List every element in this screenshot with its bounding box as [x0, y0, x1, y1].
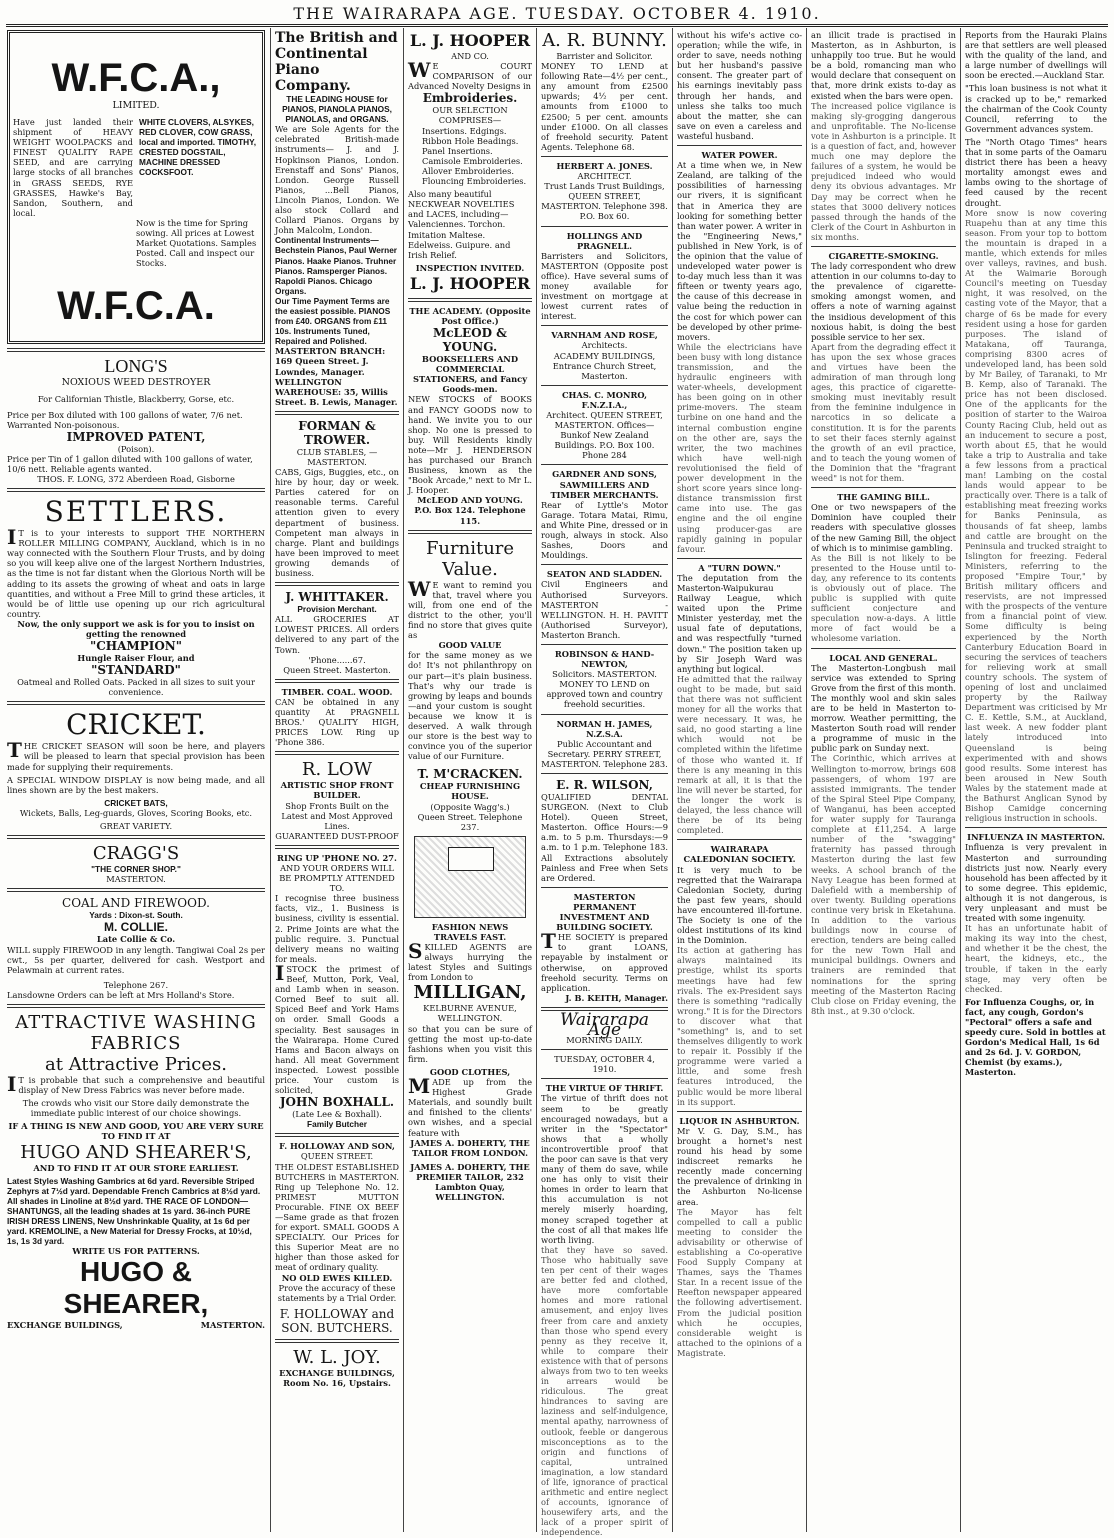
- furniture-good: GOOD VALUE: [438, 640, 502, 651]
- ring-stock: ISTOCK the primest of Beef, Mutton, Pork, Veal, and Lamb when in season. Corned Beef to suit all. Spiced Beef and York Hams on order. Small Goods a speciality. Best sausages in the Wairarapa. Home Cured Hams and Bacon always on hand. All meat Government inspected. Lowest possible price. Your custom is solicited,: [275, 960, 399, 1096]
- longs-for: For Californian Thistle, Blackberry, Gorse, etc.: [37, 394, 235, 405]
- whittaker-subtitle: Provision Merchant.: [297, 604, 377, 615]
- column-divider: [806, 28, 807, 1532]
- turn-down-body: The deputation from the Masterton-Waipukurau Railway League, which waited upon the Prime Minister yesterday, met the usual fate of deputations, and was respectfully "turned down." The position taken up by Sir Joseph Ward was anything but logical.: [677, 572, 802, 674]
- varnham-title: VARNHAM AND ROSE,: [551, 330, 658, 341]
- col7-body-2: "This loan business is not what it is cracked up to be," remarked the chairman of the Cook County Council, referring to the Government advances system.: [965, 83, 1107, 134]
- cricket-variety: GREAT VARIETY.: [99, 821, 173, 832]
- coal-orders: Lansdowne Orders can be left at Mrs Holland's Store.: [7, 989, 235, 1000]
- whittaker-phone: 'Phone......67.: [308, 654, 366, 665]
- wilson-title: E. R. WILSON,: [556, 778, 653, 792]
- fabrics-body: IT is probable that such a comprehensive and beautiful display of New Dress Fabrics was never before made.: [7, 1071, 265, 1096]
- academy: THE ACADEMY. (Opposite Post Office.): [409, 305, 531, 326]
- gaming-title: THE GAMING BILL.: [837, 492, 930, 503]
- longs-address: THOS. F. LONG, 372 Aberdeen Road, Gisborne: [37, 473, 235, 484]
- bunny-subtitle: Barrister and Solicitor.: [556, 51, 653, 61]
- holloway-ewes: NO OLD EWES KILLED.: [281, 1272, 393, 1283]
- thrift-body: The virtue of thrift does not seem to be greatly encouraged nowadays, but a writer in the "Spectator" shows that a wholly incontrovertible proof that the poor can save is that very many of them do save, while one has only to visit their homes in order to learn that this accumulation is not merely miserly hoarding, money scraped together at the cost of all that makes life worth living.: [541, 1093, 668, 1245]
- jones-title: HERBERT A. JONES.: [556, 160, 653, 171]
- hooper-co: AND CO.: [451, 51, 489, 61]
- piano-branch: MASTERTON BRANCH: 169 Queen Street. J. Lowndes, Manager. WELLINGTON WAREHOUSE: 35, Willis Street. B. Lewis, Manager.: [275, 346, 398, 407]
- col5-top-body: without his wife's active co-operation; while the wife, in order to save, needs nothing but her husband's passive consent. The greater part of his earnings inevitably pass through her hands, and unless she talks too much about the matter, she can save on even a careless and wasteful husband.: [677, 30, 802, 141]
- craggs-subtitle: "THE CORNER SHOP.": [91, 864, 181, 875]
- piano-terms: Our Time Payment Terms are the easiest possible. PIANOS from £40. ORGANS from £11 10s. Instruments Tuned, Repaired and Polished.: [275, 295, 391, 347]
- local-title: LOCAL AND GENERAL.: [829, 652, 938, 663]
- monro-title: CHAS. C. MONRO, F.N.Z.I.A.,: [561, 389, 648, 410]
- water-title: WATER POWER.: [701, 150, 778, 161]
- timber-title: TIMBER. COAL. WOOD.: [281, 686, 393, 697]
- liquor-body: Mr V. G. Day, S.M., has brought a hornet's nest round his head by some indiscreet remarks he recently made concerning the prevalence of drinking in the Ashburton No-license area.: [677, 1125, 802, 1207]
- ring-body: I recognise three business facts, viz., 1. Business is business, civility is essential. 2. Prime Joints are what the public require. 3. Punctual delivery means no waiting for meals.: [275, 893, 399, 964]
- influenza-continued: It has an unfortunate habit of making its way into the chest, and whether it be the chest, the heart, the kidneys, etc., the trouble, if taken in the early stage, may very often be checked.: [965, 923, 1107, 994]
- hooper-selection: OUR SELECTION COMPRISES—: [432, 105, 508, 126]
- good-clothes: GOOD CLOTHES,: [429, 1066, 511, 1077]
- hooper-list: Insertions. Edgings. Ribbon Hole Beadings. Panel Insertions. Camisole Embroideries. Allover Embroideries. Flouncing Embroideries.: [422, 125, 527, 187]
- fashion-travels: TRAVELS FAST.: [433, 931, 507, 942]
- settlers-hungle: Hungle Raiser Flour, and: [77, 653, 195, 664]
- fabrics-title: ATTRACTIVE WASHING FABRICS: [15, 1011, 257, 1054]
- whittaker-address: Queen Street. Masterton.: [283, 664, 391, 675]
- holloway-street: QUEEN STREET.: [300, 1151, 374, 1162]
- longs-price: Price per Box diluted with 100 gallons of water, 7/6 net. Warranted Non-poisonous.: [7, 409, 243, 430]
- gardner-title: GARDNER AND SONS,: [552, 469, 657, 480]
- column-6: [808, 30, 959, 1532]
- whittaker-name: J. WHITTAKER.: [285, 590, 389, 605]
- column-7: [962, 30, 1110, 1532]
- mcleod-subtitle: BOOKSELLERS AND COMMERCIAL STATIONERS, and Fancy Goods-men.: [412, 354, 528, 395]
- settlers-body: IT is to your interests to support THE NORTHERN ROLLER MILLING COMPANY, Auckland, which is in no way connected with the Southern Flour Trusts, and by doing so you will keep alive one of the largest Northern Industries, as the time is not far distant when the Glorious North will be adding to its assets the growing of wheat and oats in large quantities, and without a Free Mill to grind these articles, it would be of little use opening up our rich agricultural country.: [7, 525, 265, 619]
- permanent-keith: J. B. KEITH, Manager.: [565, 992, 668, 1003]
- fashion-body: SKILLED AGENTS are always hurrying the latest Styles and Suitings from London to: [408, 939, 532, 983]
- column-1: [4, 30, 268, 1532]
- fashion-news: FASHION NEWS: [431, 921, 509, 932]
- milligan-address: KELBURNE AVENUE, WELLINGTON.: [423, 1003, 517, 1024]
- wfca-right-text: WHITE CLOVERS, ALSYKES, RED CLOVER, COW GRASS, local and imported. TIMOTHY, CRESTED DOGSTAIL, MACHINE DRESSED COCKSFOOT.: [139, 117, 257, 178]
- fashion-illustration: [414, 836, 526, 918]
- monro-body: Architect. QUEEN STREET, MASTERTON. Offices—Bunkof New Zealand Buildings. P.O. Box 100. Phone 284: [546, 410, 663, 461]
- james-body: Public Accountant and Secretary. PERRY STREET, MASTERTON. Telephone 283.: [541, 738, 668, 769]
- jones-body: Trust Lands Trust Buildings, QUEEN STREET, MASTERTON. Telephone 398. P.O. Box 60.: [541, 181, 668, 222]
- hs-town: MASTERTON.: [200, 1320, 265, 1331]
- holloway-title: F. HOLLOWAY AND SON,: [279, 1141, 395, 1152]
- furniture-title: Furniture Value.: [425, 537, 515, 580]
- seaton-body: Civil Engineers and Authorised Surveyors. MASTERTON - WELLINGTON. H. H. PAVITT (Authorised Surveyor), Masterton Branch.: [541, 579, 668, 640]
- jones-subtitle: ARCHITECT.: [577, 171, 632, 182]
- coal-name: M. COLLIE.: [104, 920, 168, 935]
- coal-phone: Telephone 267.: [103, 979, 169, 990]
- rlow-body: Shop Fronts Built on the Latest and Most Approved Lines.: [281, 800, 393, 831]
- mcleod-title: McLEOD & YOUNG.: [432, 326, 508, 355]
- age-title: Wairarapa Age: [559, 1009, 650, 1040]
- craggs-title: CRAGG'S: [92, 843, 180, 865]
- longs-improved: IMPROVED PATENT,: [66, 429, 206, 444]
- james-title: NORMAN H. JAMES, N.Z.S.A.: [556, 718, 653, 739]
- cricket-items: Wickets, Balls, Leg-guards, Gloves, Scoring Books, etc.: [19, 807, 253, 818]
- settlers-champion: "CHAMPION": [89, 639, 183, 654]
- column-5: [674, 30, 805, 1532]
- permanent-title: MASTERTON PERMANENT INVESTMENT AND BUILDING SOCIETY.: [556, 891, 653, 933]
- hooper-title: L. J. HOOPER: [409, 31, 531, 50]
- doherty-footer: JAMES A. DOHERTY, THE PREMIER TAILOR, 232 Lambton Quay, WELLINGTON.: [410, 1161, 530, 1203]
- milligan-title: MILLIGAN,: [413, 982, 527, 1004]
- local-continued: The Corinthic, which arrives at Wellington to-morrow, brings 608 passengers, of whom 197 are assisted immigrants. The tender of the Spiral Steel Pipe Company, of Wanganui, has been accepted for water supply for Tauranga complete at £11,254. A large number of the "swagging" fraternity has passed through Masterton during the last few weeks. A school branch of the Navy League has been formed at Dalefield with a membership of over twenty. Building operations continue very brisk in Eketahuna. In addition to the various buildings now in course of erection, tenders are being called for the new Town Hall and municipal buildings. Owners and trainers are reminded that nominations for the spring meeting of the Masterton Racing Club close on Friday evening, the 8th inst., at 9.30 o'clock.: [811, 753, 956, 1016]
- boxhall-name: JOHN BOXHALL.: [279, 1095, 395, 1110]
- gardner-body: Rear of Lyttle's Motor Garage. Totara Matai, Rimu, and White Pine, dressed or in rough, always in stock. Also Sashes, Doors and Mouldings.: [541, 499, 668, 561]
- robinson-title: ROBINSON & HAND-NEWTON,: [554, 648, 655, 670]
- column-divider: [672, 28, 673, 1532]
- varnham-subtitle: Architects.: [581, 340, 628, 351]
- masthead-rule: [6, 24, 1108, 25]
- age-date: TUESDAY, OCTOBER 4, 1910.: [554, 1054, 655, 1075]
- caledonian-body: It is very much to be regretted that the Wairarapa Caledonian Society, during the past few years, should have encountered ill-fortune. The Society is one of the oldest institutions of its kind in the Dominion.: [677, 864, 802, 946]
- wilson-body: QUALIFIED DENTAL SURGEON. (Next to Club Hotel). Queen Street, Masterton. Office Hours:—9 a.m. to 5 p.m. Thursdays:—9 a.m. to 1 p.m. Telephone 183. All Extractions absolutely Painless and Free when Sets are Ordered.: [541, 792, 668, 883]
- wfca-title: W.F.C.A.,: [51, 56, 221, 100]
- bunny-body: MONEY TO LEND at following Rate—4½ per cent., any amount from £2500 upwards; 4½ per cent. amounts from £1000 to £2500; 5 per cent. amounts under £1000. On all classes of freehold security. Patent Agents. Telephone 68.: [541, 61, 668, 152]
- cigarette-body: The lady correspondent who drew attention in our columns to-day to the prevalence of cigarette-smoking amongst women, and offers a note of warning against the insidious development of this noxious habit, is doing the best possible service to her sex.: [811, 261, 956, 342]
- cricket-title: CRICKET.: [66, 708, 206, 742]
- piano-title: The British and Continental Piano Company.: [275, 30, 398, 94]
- hollings-body: Barristers and Solicitors, MASTERTON (Opposite post office). Have several sums of money available for investment on mortgage at lowest current rates of interest.: [541, 250, 668, 322]
- influenza-title: INFLUENZA IN MASTERTON.: [967, 832, 1105, 843]
- varnham-body: ACADEMY BUILDINGS, Entrance Church Street, Masterton.: [552, 350, 657, 381]
- thrift-continued: that they have so saved. Those who habitually save ten per cent of their wages are better fed and clothed, have more comfortable homes and more rational amusement, and enjoy lives freer from care and anxiety than those who spend every penny as they receive it, while to compare their existence with that of persons always from two to ten weeks in arrears would be ridiculous. The great hindrances to saving are laziness and self-indulgence, mental apathy, narrowness of outlook, feeble or dangerous misconceptions as to the origin and functions of capital, untrained imagination, a low standard of life, ignorance of practical arithmetic and entire neglect of accounts, ignorance of housewifery arts, and the lack of a proper spirit of independence.: [541, 1244, 668, 1538]
- col7-body-3: The "North Otago Times" hears that in some parts of the Oamaru district there has been a heavy mortality amongst ewes and lambs owing to the shortage of feed caused by the recent drought.: [965, 136, 1107, 208]
- mccracken-address: Queen Street. Telephone 237.: [417, 811, 523, 832]
- water-body: At a time when we, in New Zealand, are talking of the possibilities of harnessing our rivers, it is significant that in America they are looking for something better than water power. A writer in the "Engineering News," published in New York, is of the opinion that the value of undeveloped water power is to-day much less than it was fifteen or twenty years ago, the cause of this decrease in value being the reduction in the cost for which power can be developed by other prime-movers.: [677, 160, 802, 342]
- mccracken-subtitle: CHEAP FURNISHING HOUSE.: [419, 781, 521, 802]
- mccracken-opposite: (Opposite Wagg's.): [430, 801, 510, 812]
- hooper-title-2: L. J. HOOPER: [409, 273, 531, 293]
- rlow-title: R. LOW: [301, 759, 373, 781]
- robinson-body: Solicitors. MASTERTON. MONEY TO LEND on approved town and country freehold securities.: [546, 669, 663, 710]
- fabrics-crowds: The crowds who visit our Store daily demonstrate the immediate public interest of our choice showings.: [22, 1098, 250, 1119]
- column-3: [405, 30, 535, 1532]
- coal-title: COAL AND FIREWOOD.: [62, 896, 210, 911]
- forman-subtitle: CLUB STABLES, — MASTERTON.: [296, 446, 378, 467]
- wfca-now-text: Now is the time for Spring sowing. All prices at Lowest Market Quotations. Samples Posted. Call and inspect our Stocks.: [136, 217, 257, 269]
- liquor-continued: The Mayor has felt compelled to call a public meeting to consider the advisability or otherwise of establishing a Co-operative Food Supply Company at Thames, says the Thames Star. In a recent issue of the Reefton newspaper appeared the following advertisement. From the judicial position which he occupies, considerable weight is attached to the opinions of a Magistrate.: [677, 1206, 802, 1358]
- wljoy-title: W. L. JOY.: [293, 1346, 381, 1368]
- cricket-bats: CRICKET BATS,: [104, 797, 168, 808]
- column-2: [272, 30, 402, 1532]
- milligan-body: so that you can be sure of getting the most up-to-date fashions when you visit this firm.: [408, 1023, 532, 1064]
- fabrics-lines: Latest Styles Washing Gambrics at 6d yard. Reversible Striped Zephyrs at 7½d yard. Dependable French Cambrics at 8½d yard. All shades in Linoline at 8½d yard. THE RACE OF LONDON—SHANTUNGS, all the leading shades at 1s yard. 36-inch PURE IRISH DRESS LINENS, New Unshrinkable Quality, at 1s 6d per yard. KREMOLINE, a New Material for Dressy Frocks, at 10½d, 1s, 1s 3d yard.: [7, 1175, 261, 1247]
- water-continued: While the electricians have been busy with long distance transmission, and the hydraulic engineers with water-wheels, development has been going on in other prime-movers. The steam turbine on one hand and the internal combustion engine on the other are, says the writer, the two machines which have well-nigh revolutionised the field of power development in the short score years since long-distance transmission first came into use. The gas engine and the oil engine using producer-gas are rapidly gaining in popular favour.: [677, 341, 802, 554]
- bunny-title: A. R. BUNNY.: [542, 30, 667, 51]
- mccracken-title: T. M'CRACKEN.: [417, 767, 523, 782]
- wfca-advert: [7, 30, 265, 344]
- ring-subtitle: AND YOUR ORDERS WILL BE PROMPTLY ATTENDED TO.: [279, 863, 395, 894]
- fabrics-new: IF A THING IS NEW AND GOOD, YOU ARE VERY SURE TO FIND IT AT: [8, 1121, 264, 1142]
- fabrics-write: WRITE US FOR PATTERNS.: [72, 1246, 200, 1257]
- column-4: [538, 30, 671, 1538]
- column-divider: [270, 28, 271, 1532]
- doherty: JAMES A. DOHERTY, THE TAILOR FROM LONDON.: [410, 1137, 530, 1158]
- age-subtitle: MORNING DAILY.: [566, 1035, 643, 1046]
- holloway-prove: Prove the accuracy of these statements by a Trial Order.: [277, 1282, 397, 1303]
- local-body: The Masterton-Longbush mail service was extended to Spring Grove from the first of this month. The monthly wool and skin sales are to be held in Masterton to-morrow. Weather permitting, the Masterton South road will render a programme of music in the public park on Sunday next.: [811, 662, 956, 754]
- craggs-town: MASTERTON.: [106, 874, 166, 885]
- wfca-left-text: Have just landed their shipment of HEAVY WEIGHT WOOLPACKS and FINEST QUALITY RAPE SEED, and are carrying large stocks of all branches in GRASS SEEDS, RYE GRASSES, Hawke's Bay, Sandon, Southern, and local.: [13, 117, 133, 218]
- boxhall-late: (Late Lee & Boxhall).: [292, 1109, 382, 1120]
- rlow-guarantee: GUARANTEED DUST-PROOF: [275, 830, 399, 841]
- cigarette-title: CIGARETTE-SMOKING.: [828, 250, 939, 261]
- gaming-body: One or two newspapers of the Dominion have coupled their readers with speculative glosses of the new Gaming Bill, the object of which is to minimise gambling.: [811, 502, 956, 553]
- mcleod-body: NEW STOCKS of BOOKS and FANCY GOODS now to hand. We invite you to our shop. No one is pressed to buy. Will Residents kindly note—Mr J. HENDERSON has purchased our Branch Business, known as the "Book Arcade," next to Mr L. J. Hooper.: [408, 394, 532, 496]
- fabrics-find: AND TO FIND IT AT OUR STORE EARLIEST.: [33, 1162, 239, 1173]
- permanent-body: THE SOCIETY is prepared to grant LOANS, repayable by instalment or otherwise, on approved freehold security. Terms on application.: [541, 929, 668, 993]
- hooper-embroideries: Embroideries.: [422, 91, 518, 106]
- piano-continental: Continental Instruments— Bechstein Pianos, Paul Werner Pianos. Haake Pianos. Truhner Pianos. Ramsperger Pianos. Rapoldi Pianos. Chicago Organs.: [275, 235, 398, 296]
- cricket-window: A SPECIAL WINDOW DISPLAY is now being made, and all lines shown are by the best makers.: [7, 774, 265, 795]
- furniture-body-2: for the same money as we do! It's not philanthropy on our part—it's plain business. That's why our trade is growing by leaps and bounds—and your custom is sought because we know it is deserved. A walk through our store is the best way to convince you of the superior value of our Furniture.: [408, 650, 532, 762]
- column-divider: [403, 28, 404, 1532]
- hooper-inspection: INSPECTION INVITED.: [415, 262, 525, 273]
- holloway-footer: F. HOLLOWAY and SON. BUTCHERS.: [279, 1306, 395, 1335]
- piano-body: We are Sole Agents for the celebrated British-made instruments— J. and J. Hopkinson Pianos, London. Erenstaff and Sons' Pianos, London. George Russell Pianos, ...Bell Pianos, Lincoln Pianos, London. We also stock Collard and Collard Pianos. Organs by John Malcolm, London.: [275, 124, 399, 236]
- wfca-title-2: W.F.C.A.: [57, 284, 215, 329]
- thrift-title: THE VIRTUE OF THRIFT.: [545, 1083, 664, 1094]
- influenza-body: Influenza is very prevalent in Masterton and surrounding districts just now. Nearly every household has been affected by it to some degree. This epidemic, although it is not dangerous, is very unpleasant and must be treated with some ingenuity.: [965, 842, 1107, 924]
- fabrics-hugo: HUGO AND SHEARER'S,: [20, 1141, 252, 1163]
- settlers-oatmeal: Oatmeal and Rolled Oats. Packed in all sizes to suit your convenience.: [17, 677, 255, 698]
- holloway-body: THE OLDEST ESTABLISHED BUTCHERS in MASTERTON. Ring up Telephone No. 12. PRIMEST MUTTON Procurable. FINE OX BEEF—Same grade as that frozen for export. SMALL GOODS A SPECIALTY. Our Prices for this Superior Meat are no higher than those asked for meat of ordinary quality.: [275, 1161, 399, 1273]
- cricket-body: THE CRICKET SEASON will soon be here, and players will be pleased to learn that special provision has been made for supplying their requirements.: [7, 738, 265, 772]
- whittaker-body: ALL GROCERIES AT LOWEST PRICES. All orders delivered to any part of the Town.: [275, 614, 399, 655]
- longs-poison: (Poison).: [117, 443, 155, 454]
- hollings-title: HOLLINGS AND PRAGNELL.: [566, 230, 643, 251]
- furniture-body: WE want to remind you that, travel where you will, from one end of the district to the other, you'll find no store that gives quite as: [408, 576, 532, 641]
- forman-body: CABS, Gigs, Buggies, etc., on hire by hour, day or week. Parties catered for on reasonable terms. Careful attention given to every department of business. Competent man always in charge. Plant and buildings have been improved to meet growing demands of business.: [275, 467, 399, 579]
- boxhall-subtitle: Family Butcher: [307, 1119, 367, 1130]
- forman-title: FORMAN & TROWER.: [298, 418, 376, 447]
- wfca-subtitle: LIMITED.: [112, 100, 160, 111]
- coal-yards: Yards : Dixon-st. South.: [89, 910, 183, 921]
- masthead-rule-2: [6, 26, 1108, 27]
- wljoy-subtitle: EXCHANGE BUILDINGS, Room No. 16, Upstairs.: [279, 1367, 395, 1388]
- hs-title: HUGO & SHEARER,: [63, 1256, 209, 1320]
- col6-top-continued: The increased police vigilance is making sly-grogging dangerous and unprofitable. The No-license vote in Ashburton is a principle. It is a question of fact, and, however much one may deplore the failures of a system, he would be prejudiced indeed who would deny its obvious advantages. Mr Day may be correct when he states that 3000 delivery notices passed through the hands of the Clerk of the Court in Ashburton in six months.: [811, 100, 956, 242]
- rlow-subtitle: ARTISTIC SHOP FRONT BUILDER.: [280, 780, 394, 801]
- coal-late: Late Collie & Co.: [96, 934, 176, 945]
- turn-down-title: A "TURN DOWN.": [698, 562, 781, 573]
- timber-body: CAN be obtained in any quantity At PRAGNELL BROS.' QUALITY HIGH, PRICES LOW. Ring up 'Phone 386.: [275, 696, 399, 748]
- coal-body: WILL supply FIREWOOD in any length. Tangiwai Coal 2s per cwt., 5s per quarter, delivered for cash. Westport and Pelawmain at current rates.: [7, 944, 265, 975]
- gardner-subtitle: SAWMILLERS AND TIMBER MERCHANTS.: [550, 479, 659, 500]
- hs-address: EXCHANGE BUILDINGS,: [7, 1320, 123, 1331]
- longs-title: LONG'S: [104, 356, 168, 377]
- seaton-title: SEATON AND SLADDEN.: [546, 569, 663, 580]
- caledonian-title: WAIRARAPA CALEDONIAN SOCIETY.: [683, 844, 796, 865]
- settlers-title: SETTLERS.: [44, 495, 228, 529]
- cigarette-continued: Apart from the degrading effect it has upon the sex whose graces and virtues have been the admiration of man through long ages, this practice of cigarette-smoking must inevitably result from the feminine indulgence in narcotics in so delicate a constitution. It is for the parents to set their faces sternly against the growth of an evil practice, and to teach the young women of the Dominion that the "fragrant weed" is not for them.: [811, 341, 956, 484]
- liquor-title: LIQUOR IN ASHBURTON.: [679, 1115, 800, 1126]
- influenza-footer: For Influenza Coughs, or, in fact, any cough, Gordon's "Pectoral" offers a safe and speedy cure. Sold in bottles at Gordon's Medical Hall, 1s 6d and 2s 6d. J. V. GORDON, Chemist (by exams.), Masterton.: [965, 996, 1106, 1078]
- good-clothes-body: MADE up from the Highest Grade Materials, and soundly built and finished to the clients' own wishes, and a special feature with: [408, 1074, 532, 1138]
- col7-top-body: Reports from the Hauraki Plains are that settlers are well pleased with the quality of the land, and a large number of dwellings will soon be erected.—Auckland Star.: [965, 30, 1107, 81]
- turn-down-continued: He admitted that the railway ought to be made, but said that there was not sufficient money for all the works that were necessary. It was, he said, no good starting a line which would not be completed within the lifetime of those who wanted it. If there is any meaning in this remark at all, it is that the line will never be started, for the longer the work is delayed, the less chance will there be of its being completed.: [677, 673, 802, 836]
- longs-subtitle: NOXIOUS WEED DESTROYER: [61, 377, 211, 389]
- ring-title: RING UP 'PHONE NO. 27.: [277, 852, 397, 863]
- hooper-body: WE COURT COMPARISON of our Advanced Novelty Designs in: [408, 58, 532, 92]
- column-divider: [960, 28, 961, 1532]
- col7-continued: More snow is now covering Ruapehu than at any time this season. From your top to bottom the mountain is draped in a mantle, which extends for miles over valleys, ravines, and bush. At the Waimarie Borough Council's meeting on Tuesday night, it was resolved, on the casting vote of the Mayor, that a charge of 6s be made for every resident using a hose for garden purposes. The island of Matakana, off Tauranga, comprising 8300 acres of undeveloped land, has been sold by Mr Bailey, of Taranaki, to Mr B. Kemp, also of Taranaki. The price has not been disclosed. One of the applicants for the position of starter to the Wairoa County Racing Club, held out as an inducement to secure a post, worth about £5, that he would take a trip to Australia and take a few lessons from a practical man! Lambing on the costal lands would appear to be practically over. There is a talk of establishing meat freezing works for Banks Peninsula, as thousands of fat sheep, lambs and cattle are brought on the Peninsula and trucked straight to Islington for freezing. Federal Ministers, referring to the proposed "Empire Tour," by British military officers and reservists, are not impressed with the prospects of the venture from a financial point of view. Some difficulty is being experienced by the North Canterbury Education Board in securing the services of teachers for relieving work at small country schools. The system of opening of lost and unclaimed property by the Railway Department was criticised by Mr C. E. Kettle, S.M., at Auckland, last week. A new fodder plant lately introduced into Queensland is being experimented with and shows good results. Some interest has been aroused in New South Wales by the statement made at the Bathurst Anglican Synod by Bishop Camidge concerning religious instruction in schools.: [965, 207, 1107, 824]
- caledonian-continued: Its action at gathering has always maintained its prestige, whilst its sports meetings have had few rivals. The ex-President says there is something "radically wrong." It is for the Directors to discover what that "something" is, and to set themselves diligently to work to repair it. Possibly if the programme were varied a little, and some fresh features introduced, the public would be more liberal in its support.: [677, 945, 802, 1107]
- gaming-continued: As the Bill is not likely to be presented to the House until to-day, any reference to its contents is obviously out of place. The public is supplied with quite sufficient conjecture and speculation now-a-days. A little more of fact would be a wholesome variation.: [811, 552, 956, 644]
- column-divider: [536, 28, 537, 1532]
- mcleod-footer: McLEOD AND YOUNG. P.O. Box 124. Telephone 115.: [414, 495, 526, 526]
- longs-price-2: Price per Tin of 1 gallon diluted with 100 gallons of water, 10/6 nett. Reliable agents wanted.: [7, 453, 253, 474]
- masthead: THE WAIRARAPA AGE. TUESDAY. OCTOBER 4. 1910.: [293, 4, 821, 23]
- settlers-standard: "STANDARD": [91, 663, 181, 678]
- piano-leading: THE LEADING HOUSE for PIANOS, PIANOLA PIANOS, PIANOLAS, and ORGANS.: [282, 94, 392, 125]
- fabrics-subtitle: at Attractive Prices.: [45, 1053, 227, 1075]
- hooper-also: Also many beautiful NECKWEAR NOVELTIES and LACES, including— Valenciennes. Torchon. Imitation Maltese. Edelweiss. Guipure. and Irish Relief.: [408, 189, 515, 260]
- settlers-only: Now, the only support we ask is for you to insist on getting the renowned: [17, 618, 255, 639]
- col6-top-body: an illicit trade is practised in Masterton, as in Ashburton, is unhappily too true. But he would be a bold, romancing man who would declare that consequent on that, more drink exists to-day as existed when the bars were open.: [811, 30, 956, 101]
